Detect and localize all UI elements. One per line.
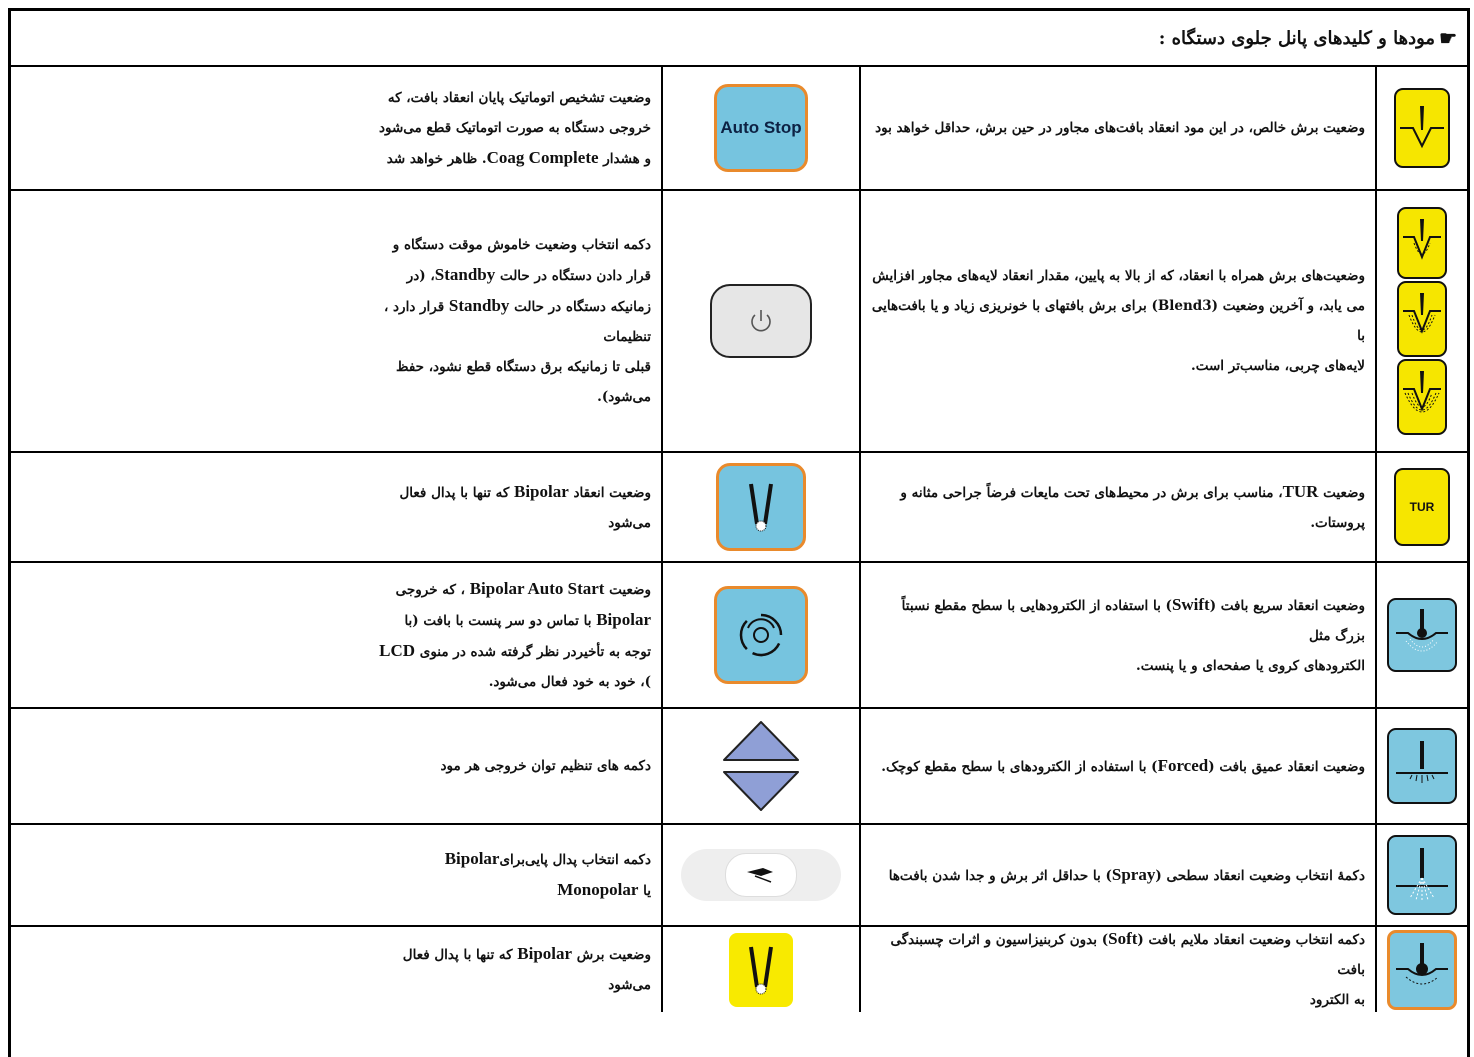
pure-cut-mode-icon bbox=[1394, 88, 1450, 168]
button-description: وضعیت برش Bipolar که تنها با پدال فعال می‌شود bbox=[402, 944, 651, 993]
standby-button[interactable] bbox=[710, 284, 812, 358]
soft-coag-icon bbox=[1392, 939, 1452, 1001]
soft-coag-button[interactable] bbox=[1387, 930, 1457, 1010]
mode-description: وضعیت انعقاد سریع بافت (Swift) با استفاده از الکترودهایی با سطح مقطع نسبتاً بزرگ مثل الکترودهای کروی یا صفحه‌ای و یا پنست. bbox=[859, 563, 1377, 707]
swift-coag-mode-icon bbox=[1387, 598, 1457, 672]
mode-description: دکمه انتخاب وضعیت انعقاد ملایم بافت (Soft) بدون کربنیزاسیون و اثرات چسبندگی بافت به الکترود bbox=[859, 927, 1377, 1012]
button-cell bbox=[661, 67, 859, 189]
button-cell bbox=[661, 927, 859, 1012]
button-cell bbox=[661, 825, 859, 925]
table-row bbox=[11, 191, 1467, 453]
pointing-hand-icon: ☛ bbox=[1439, 26, 1457, 50]
button-description: وضعیت Bipolar Auto Start ، که خروجی Bipolar با تماس دو سر پنست با بافت (با توجه به تأخیردر نظر گرفته شده در منوی LCD )، خود به خود فعال می‌شود. bbox=[379, 578, 651, 690]
bipolar-forceps-icon bbox=[741, 943, 781, 997]
tur-mode-icon: TUR bbox=[1394, 468, 1450, 546]
mode-description: وضعیت برش خالص، در این مود انعقاد بافت‌های مجاور در حین برش، حداقل خواهد بود bbox=[859, 67, 1377, 189]
section-title: مودها و کلیدهای پانل جلوی دستگاه : bbox=[1158, 27, 1436, 49]
auto-stop-button[interactable]: Auto Stop bbox=[714, 84, 808, 172]
table-row bbox=[11, 825, 1467, 927]
table-row bbox=[11, 67, 1467, 191]
mode-description: وضعیت TUR، مناسب برای برش در محیط‌های تحت مایعات فرضاً جراحی مثانه و پروستات. bbox=[859, 453, 1377, 561]
forced-coag-mode-icon bbox=[1387, 728, 1457, 804]
icon-cell bbox=[1377, 453, 1467, 561]
button-description: دکمه انتخاب وضعیت خاموش موقت دستگاه و قرار دادن دستگاه در حالت Standby، (در زمانیکه دستگاه در حالت Standby قرار دارد ، تنظیمات قبلی تا زمانیکه برق دستگاه قطع نشود، حفظ می‌شود). bbox=[383, 237, 651, 405]
blend3-mode-icon bbox=[1397, 359, 1447, 435]
bipolar-auto-start-button[interactable] bbox=[714, 586, 808, 684]
button-description: دکمه انتخاب پدال پایی‌برایBipolar یا Monopolar bbox=[444, 849, 651, 899]
document-frame bbox=[8, 8, 1470, 1057]
button-description: وضعیت تشخیص اتوماتیک پایان انعقاد بافت، که خروجی دستگاه به صورت اتوماتیک قطع می‌شود و هشدار Coag Complete. ظاهر خواهد شد bbox=[378, 89, 651, 167]
power-icon bbox=[747, 307, 775, 335]
button-cell bbox=[661, 563, 859, 707]
table-row bbox=[11, 453, 1467, 563]
foot-pedal-select-button[interactable] bbox=[681, 849, 841, 901]
foot-pedal-icon bbox=[743, 864, 779, 886]
table-row bbox=[11, 927, 1467, 1012]
icon-cell bbox=[1377, 563, 1467, 707]
auto-start-swirl-icon bbox=[736, 610, 786, 660]
spray-coag-mode-icon bbox=[1387, 835, 1457, 915]
button-cell bbox=[661, 191, 859, 451]
mode-description: وضعیت‌های برش همراه با انعقاد، که از بالا به پایین، مقدار انعقاد لایه‌های مجاور افزایش می یابد، و آخرین وضعیت (Blend3) برای برش بافتهای با خونریزی زیاد و یا بافت‌هایی با لایه‌های چربی، مناسب‌تر است. bbox=[859, 191, 1377, 451]
bipolar-coag-button[interactable] bbox=[716, 463, 806, 551]
power-down-arrow-icon[interactable] bbox=[720, 768, 802, 814]
icon-cell bbox=[1377, 825, 1467, 925]
section-header bbox=[11, 11, 1467, 67]
icon-cell bbox=[1377, 67, 1467, 189]
button-description: دکمه های تنظیم توان خروجی هر مود bbox=[440, 758, 651, 774]
blend2-mode-icon bbox=[1397, 281, 1447, 357]
button-description: وضعیت انعقاد Bipolar که تنها با پدال فعال می‌شود bbox=[399, 481, 651, 531]
power-up-arrow-icon[interactable] bbox=[720, 718, 802, 764]
mode-description: دکمهٔ انتخاب وضعیت انعقاد سطحی (Spray) با حداقل اثر برش و جدا شدن بافت‌ها bbox=[859, 825, 1377, 925]
bipolar-forceps-icon bbox=[741, 480, 781, 534]
icon-cell bbox=[1377, 191, 1467, 451]
button-cell bbox=[661, 709, 859, 823]
table-row bbox=[11, 563, 1467, 709]
icon-cell bbox=[1377, 927, 1467, 1012]
mode-description: وضعیت انعقاد عمیق بافت (Forced) با استفاده از الکترودهای با سطح مقطع کوچک. bbox=[859, 709, 1377, 823]
blend1-mode-icon bbox=[1397, 207, 1447, 279]
table-row bbox=[11, 709, 1467, 825]
button-cell bbox=[661, 453, 859, 561]
bipolar-cut-button[interactable] bbox=[729, 933, 793, 1007]
icon-cell bbox=[1377, 709, 1467, 823]
